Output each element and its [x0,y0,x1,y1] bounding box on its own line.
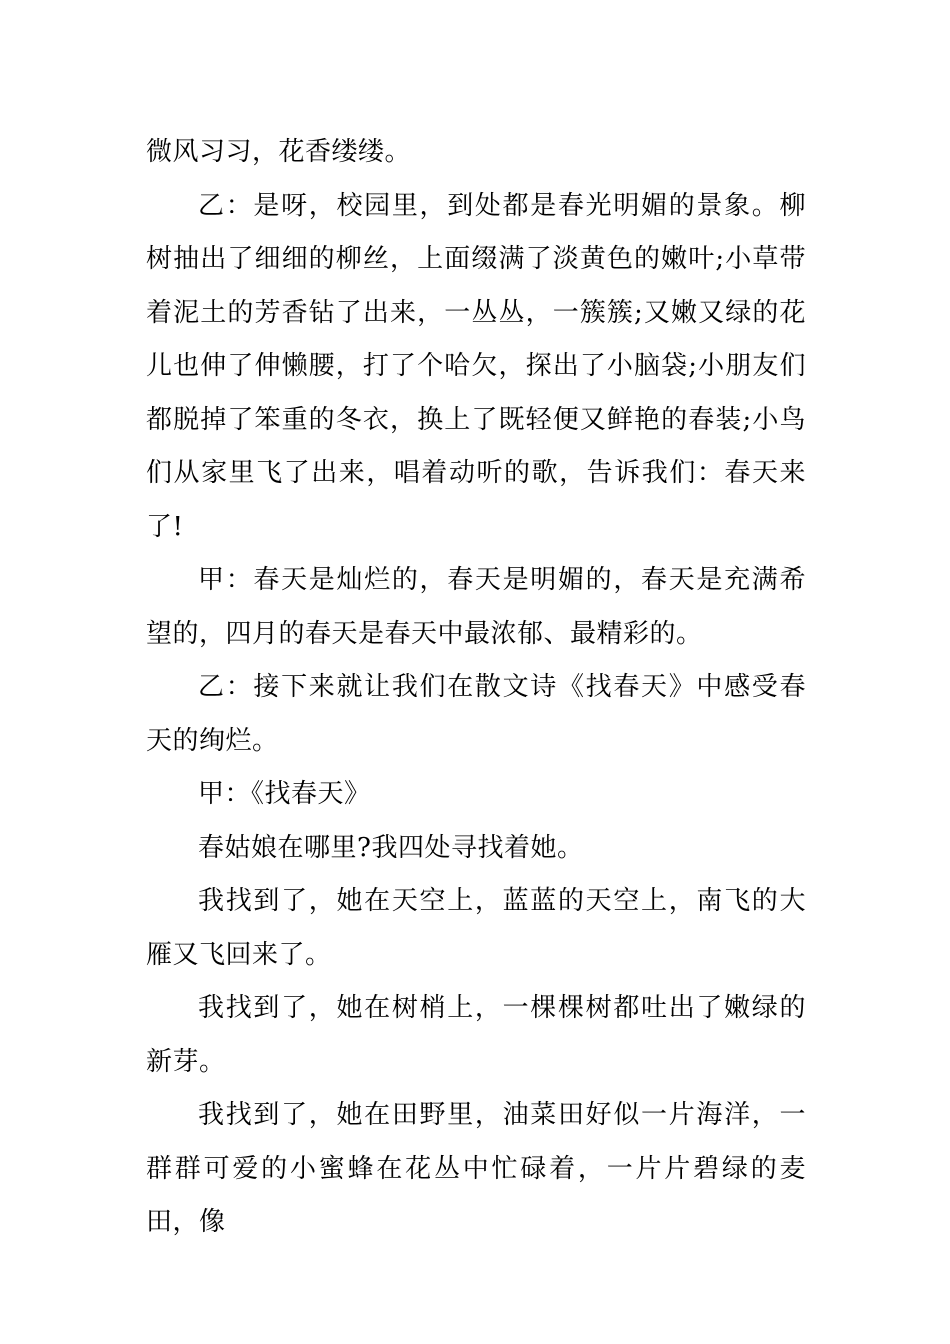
paragraph-poem-line-1: 春姑娘在哪里?我四处寻找着她。 [198,832,584,863]
paragraph-poem-line-2: 我找到了，她在天空上，蓝蓝的天空上，南飞的大雁又飞回来了。 [146,886,806,970]
paragraph-continuation: 微风习习，花香缕缕。 [146,137,412,167]
paragraph-jia-poem-title: 甲：《找春天》 [198,779,371,809]
paragraph-yi-spring-campus: 乙：是呀，校园里，到处都是春光明媚的景象。柳树抽出了细细的柳丝，上面缀满了淡黄色的嫩叶;小草带着泥土的芳香钻了出来，一丛丛，一簇簇;又嫩又绿的花儿也伸了伸懒腰，打了个哈欠，探出了小脑袋;小朋友们都脱掉了笨重的冬衣，换上了既轻便又鲜艳的春装;小鸟们从家里飞了出来，唱着动听的歌，告诉我们：春天来了! [146,190,806,542]
document-body [146,126,806,1250]
paragraph-poem-line-4: 我找到了，她在田野里，油菜田好似一片海洋，一群群可爱的小蜜蜂在花丛中忙碌着，一片片碧绿的麦田，像 [146,1100,806,1237]
paragraph-jia-spring-bright: 甲：春天是灿烂的，春天是明媚的，春天是充满希望的，四月的春天是春天中最浓郁、最精彩的。 [146,565,806,649]
paragraph-yi-introduce-poem: 乙：接下来就让我们在散文诗《找春天》中感受春天的绚烂。 [146,672,806,756]
paragraph-poem-line-3: 我找到了，她在树梢上，一棵棵树都吐出了嫩绿的新芽。 [146,993,806,1077]
